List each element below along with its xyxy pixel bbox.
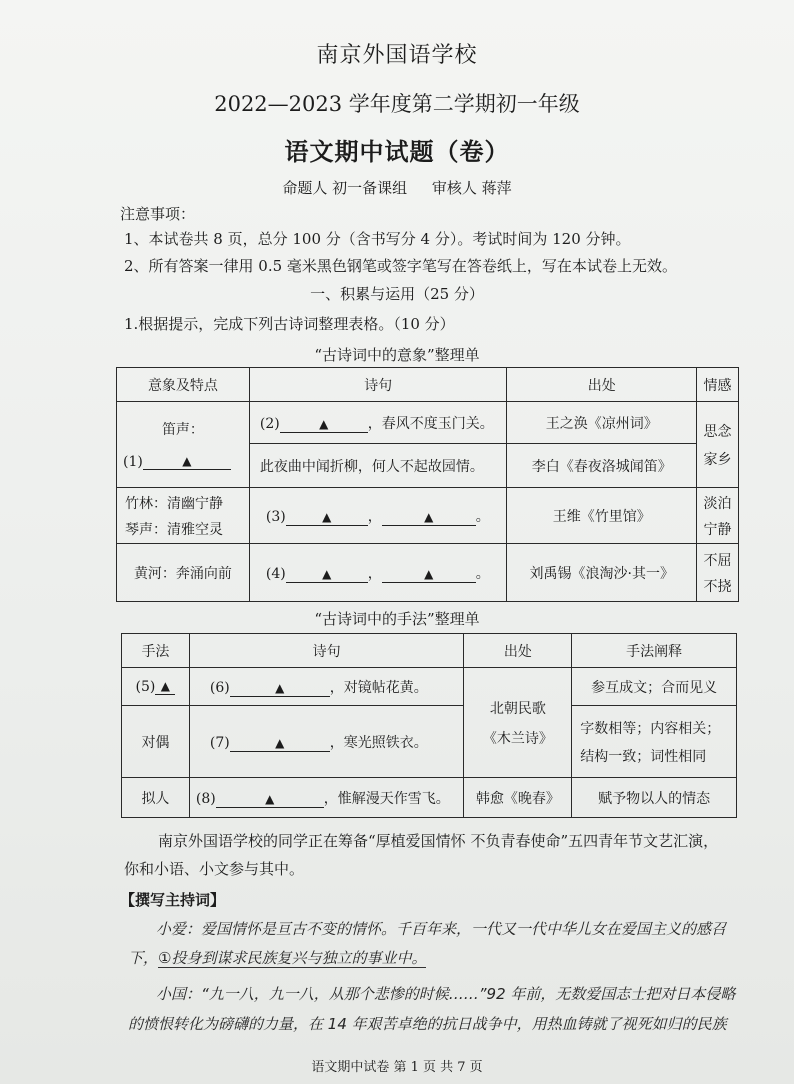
author-reviewer: 审核人 蒋萍 [431,179,512,197]
cell-explain-2 [572,706,737,778]
poem-6-text: ，对镜帖花黄。 [329,679,428,696]
notice-item-2: 2、所有答案一律用 0.5 毫米黑色钢笔或签字笔写在答卷纸上，写在本试卷上无效。 [124,257,677,275]
answer-blank-4b[interactable] [382,566,476,583]
header-poem2: 诗句 [189,634,464,668]
intro-line-2: 你和小语、小文参与其中。 [124,860,305,878]
answer-blank-5[interactable] [155,678,175,695]
blank-label-2: (2) [259,415,280,432]
imagery-table [116,367,739,602]
emotion-1b: 家乡 [703,451,732,468]
emotion-3a: 淡泊 [703,495,732,512]
poem-7-text: ，寒光照铁衣。 [329,734,428,751]
handwritten-line-3: 小国：“九一八，九一八，从那个悲惨的时候……”92 年前，无数爱国志士把对日本侵略 [156,985,736,1003]
cell-source-flute-2: 李白《春夜洛城闻笛》 [507,444,697,488]
answer-blank-2[interactable] [280,416,368,433]
triangle-icon: ▲ [275,680,285,695]
answer-blank-4a[interactable] [286,566,368,583]
triangle-icon: ▲ [275,735,285,750]
blank-label-6: (6) [209,679,230,696]
cell-source-4: 刘禹锡《浪淘沙·其一》 [507,544,697,602]
term-title: 2022—2023 学年度第二学期初一年级 [214,92,580,116]
handwritten-line-4: 的愤恨转化为磅礴的力量，在 14 年艰苦卓绝的抗日战争中，用热血铸就了视死如归的民族 [128,1015,727,1033]
cell-flute [117,402,250,488]
page-footer: 语文期中试卷 第 1 页 共 7 页 [311,1060,483,1075]
emotion-1a: 思念 [703,423,732,440]
cell-source-3: 王维《竹里馆》 [507,488,697,544]
cell-poem-3 [249,488,507,544]
answer-blank-8[interactable] [216,791,324,808]
triangle-icon: ▲ [265,791,275,806]
blank-label-7: (7) [209,734,230,751]
cell-poem-8 [189,778,464,818]
triangle-icon: ▲ [322,509,332,524]
answer-blank-3b[interactable] [382,509,476,526]
cell-yellow-river: 黄河：奔涌向前 [117,544,250,602]
bamboo-label: 竹林：清幽宁静 [125,495,223,512]
cell-explain-3: 赋予物以人的情态 [572,778,737,818]
authors-line [0,177,794,198]
explain-2a: 字数相等；内容相关； [580,720,721,737]
cell-explain-1: 参互成文；合而见义 [572,668,737,706]
punct-comma: ， [367,508,382,525]
school-name: 南京外国语学校 [316,43,478,68]
blank-label-4: (4) [265,565,286,582]
author-setter: 命题人 初一备课组 [282,179,408,197]
triangle-icon: ▲ [182,454,192,468]
blank-label-5: (5) [135,679,156,695]
qin-label: 琴声：清雅空灵 [125,521,223,538]
cell-duiou: 对偶 [122,706,190,778]
answer-blank-1[interactable] [143,453,231,470]
emotion-4a: 不屈 [703,552,732,569]
source-mulan-b: 《木兰诗》 [482,730,553,747]
triangle-icon: ▲ [424,566,434,581]
task-heading: 【撰写主持词】 [120,891,226,909]
cell-emotion-1 [697,402,739,488]
cell-poem-7 [189,706,464,778]
cell-source-8: 韩愈《晚春》 [464,778,572,818]
header-source2: 出处 [464,634,572,668]
poem-8-text: ，惟解漫天作雪飞。 [323,790,450,807]
cell-niren: 拟人 [122,778,190,818]
cell-source-2: 王之涣《凉州词》 [507,402,697,444]
triangle-icon: ▲ [424,509,434,524]
table1-caption: “古诗词中的意象”整理单 [314,346,480,364]
technique-table [121,633,737,818]
punct-period: 。 [475,565,490,582]
emotion-3b: 宁静 [703,521,732,538]
header-emotion: 情感 [697,368,739,402]
notice-heading: 注意事项： [120,205,196,223]
header-source: 出处 [507,368,697,402]
explain-2b: 结构一致；词性相同 [580,748,707,765]
answer-blank-7[interactable] [230,735,330,752]
cell-poem-flute-2: 此夜曲中闻折柳，何人不起故园情。 [249,444,507,488]
answer-blank-6[interactable] [230,680,330,697]
header-technique: 手法 [122,634,190,668]
section-title: 一、积累与运用（25 分） [310,285,484,303]
source-mulan-a: 北朝民歌 [489,700,546,717]
exam-title: 语文期中试题（卷） [284,137,510,166]
notice-item-1: 1、本试卷共 8 页，总分 100 分（含书写分 4 分）。考试时间为 120 分钟。 [124,230,631,248]
intro-line-1: 南京外国语学校的同学正在筹备“厚植爱国情怀 不负青春使命”五四青年节文艺汇演， [158,832,719,850]
cell-poem-4 [249,544,507,602]
cell-mulan-source [464,668,572,778]
punct-period: 。 [475,508,490,525]
blank-label-8: (8) [195,790,216,807]
blank-label-1: (1) [123,454,143,470]
punct-comma: ， [367,565,382,582]
emotion-4b: 不挠 [703,578,732,595]
line2-underlined: ①投身到谋求民族复兴与独立的事业中。 [158,949,427,967]
cell-technique-5 [122,668,190,706]
answer-blank-3a[interactable] [286,509,368,526]
triangle-icon: ▲ [160,679,170,693]
cell-poem-2 [249,402,507,444]
triangle-icon: ▲ [322,566,332,581]
line2-prefix: 下， [128,949,159,967]
header-poem: 诗句 [249,368,507,402]
cell-bamboo [117,488,250,544]
cell-emotion-4 [697,544,739,602]
handwritten-line-2 [128,947,426,968]
blank-label-3: (3) [265,508,286,525]
header-imagery: 意象及特点 [117,368,250,402]
cell-emotion-3 [697,488,739,544]
question-1: 1.根据提示，完成下列古诗词整理表格。（10 分） [124,315,455,333]
table2-caption: “古诗词中的手法”整理单 [314,610,480,628]
cell-poem-6 [189,668,464,706]
handwritten-line-1: 小爱：爱国情怀是亘古不变的情怀。千百年来，一代又一代中华儿女在爱国主义的感召 [156,920,727,938]
poem-2-text: ，春风不度玉门关。 [367,415,494,432]
triangle-icon: ▲ [319,416,329,431]
header-explain: 手法阐释 [572,634,737,668]
flute-label: 笛声： [161,422,204,438]
